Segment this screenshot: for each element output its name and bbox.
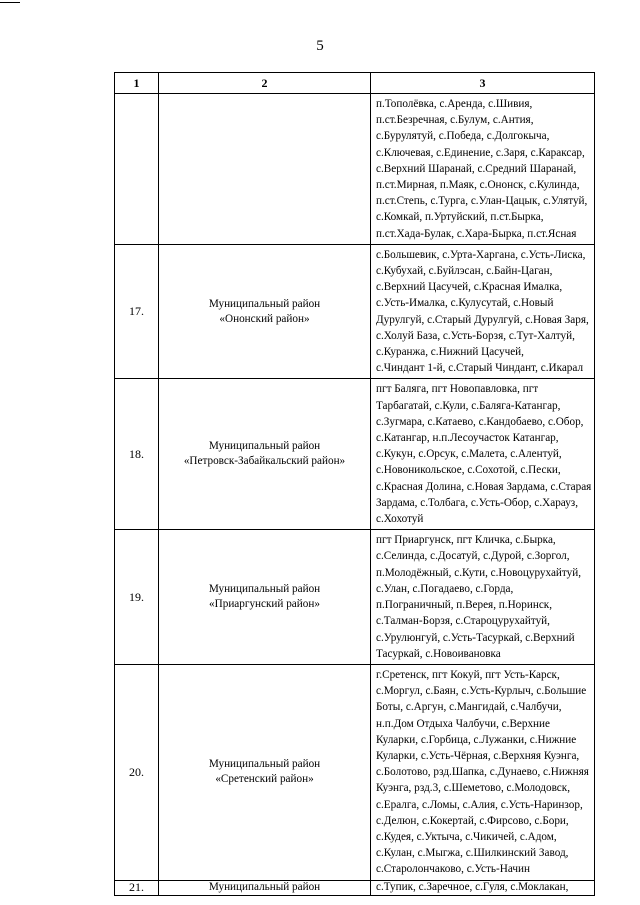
district-line: Муниципальный район [208, 583, 321, 596]
district-line: «Приаргунский район» [209, 598, 320, 611]
district-line: Муниципальный район [208, 880, 321, 893]
locality-line: Дурулгуй, с.Старый Дурулгуй, с.Новая Заря, [376, 313, 589, 326]
table-header-row [115, 73, 595, 94]
locality-line: с.Делюн, с.Кокертай, с.Фирсово, с.Бори, [376, 814, 569, 827]
district-line: «Петровск-Забайкальский район» [183, 455, 346, 468]
locality-line: с.Красная Долина, с.Новая Зардама, с.Старая [376, 480, 592, 493]
locality-line: с.Новоникольское, с.Сохотой, с.Пески, [376, 464, 561, 477]
locality-line: с.Селинда, с.Досатуй, с.Дурой, с.Зоргол, [376, 550, 570, 563]
locality-line: с.Тупик, с.Заречное, с.Гуля, с.Моклакан, [376, 880, 569, 893]
locality-line: н.п.Дом Отдыха Чалбучи, с.Верхние [376, 717, 550, 730]
localities-list [371, 880, 595, 895]
locality-line: п.Пограничный, п.Верея, п.Норинск, [376, 599, 553, 612]
district-line: Муниципальный район [208, 758, 321, 771]
localities-list [371, 664, 595, 880]
locality-line: п.ст.Безречная, с.Булум, с.Антия, [376, 114, 534, 127]
locality-line: с.Болотово, рзд.Шапка, с.Дунаево, с.Нижняя [376, 766, 589, 779]
localities-list [371, 379, 595, 530]
locality-line: с.Зугмара, с.Катаево, с.Кандобаево, с.Обор, [376, 415, 584, 428]
locality-line: Куэнга, рзд.3, с.Шеметово, с.Молодовск, [376, 782, 570, 795]
localities-list [371, 244, 595, 379]
table-row [115, 379, 595, 530]
table-row [115, 880, 595, 895]
locality-line: пгт Баляга, пгт Новопавловка, пгт [376, 383, 539, 396]
locality-line: с.Кулан, с.Мыгжа, с.Шилкинский Завод, [376, 847, 569, 860]
row-number: 21. [115, 880, 159, 895]
locality-line: с.Ералга, с.Ломы, с.Алия, с.Усть-Наринзор, [376, 798, 583, 811]
locality-line: Тасуркай, с.Новоивановка [376, 647, 501, 660]
locality-line: с.Верхний Цасучей, с.Красная Ималка, [376, 281, 563, 294]
locality-line: п.Молодёжный, с.Кути, с.Новоцурухайтуй, [376, 566, 582, 579]
locality-line: Куларки, с.Усть-Чёрная, с.Верхняя Куэнга, [376, 749, 580, 762]
row-number [115, 94, 159, 245]
header-col-localities: 3 [371, 73, 595, 94]
locality-line: с.Кубухай, с.Буйлэсан, с.Байн-Цаган, [376, 265, 553, 278]
district-line: «Ононский район» [219, 312, 310, 325]
locality-line: с.Моргул, с.Баян, с.Усть-Курлыч, с.Большие [376, 685, 587, 698]
locality-line: с.Старолончаково, с.Усть-Начин [376, 863, 530, 876]
district-line: Муниципальный район [208, 297, 321, 310]
locality-line: с.Бурулятуй, с.Победа, с.Долгокыча, [376, 130, 550, 143]
locality-line: с.Катангар, н.п.Лесоучасток Катангар, [376, 432, 559, 445]
table-row [115, 530, 595, 665]
locality-line: с.Комкай, п.Уртуйский, п.ст.Бырка, [376, 211, 544, 224]
locality-line: с.Верхний Шаранай, с.Средний Шаранай, [376, 162, 577, 175]
header-col-number: 1 [115, 73, 159, 94]
locality-line: с.Хохотуй [376, 513, 424, 526]
locality-line: с.Холуй База, с.Усть-Борзя, с.Тут-Халтуй, [376, 329, 575, 342]
district-name [159, 379, 371, 530]
district-name [159, 94, 371, 245]
district-name [159, 530, 371, 665]
locality-line: с.Куранжа, с.Нижний Цасучей, [376, 346, 524, 359]
localities-list [371, 530, 595, 665]
row-number: 20. [115, 664, 159, 880]
corner-mark [0, 2, 20, 3]
locality-line: Куларки, с.Горбица, с.Лужанки, с.Нижние [376, 733, 577, 746]
locality-line: г.Сретенск, пгт Кокуй, пгт Усть-Карск, [376, 668, 560, 681]
row-number: 17. [115, 244, 159, 379]
table-row [115, 244, 595, 379]
district-name [159, 664, 371, 880]
locality-line: п.ст.Мирная, п.Маяк, с.Ононск, с.Кулинда, [376, 179, 580, 192]
localities-list [371, 94, 595, 245]
locality-line: Боты, с.Аргун, с.Мангидай, с.Чалбучи, [376, 701, 562, 714]
row-number: 19. [115, 530, 159, 665]
locality-line: с.Усть-Ималка, с.Кулусутай, с.Новый [376, 297, 554, 310]
locality-line: Зардама, с.Толбага, с.Усть-Обор, с.Харауз, [376, 496, 579, 509]
header-col-district: 2 [159, 73, 371, 94]
district-name [159, 244, 371, 379]
locality-line: с.Талман-Борзя, с.Староцурухайтуй, [376, 615, 550, 628]
table-row [115, 664, 595, 880]
locality-line: с.Урулюнгуй, с.Усть-Тасуркай, с.Верхний [376, 631, 575, 644]
locality-line: Тарбагатай, с.Кули, с.Баляга-Катангар, [376, 399, 561, 412]
row-number: 18. [115, 379, 159, 530]
page-number: 5 [316, 38, 324, 54]
locality-line: п.ст.Хада-Булак, с.Хара-Бырка, п.ст.Ясная [376, 227, 577, 240]
district-line: Муниципальный район [208, 440, 321, 453]
locality-line: пгт Приаргунск, пгт Кличка, с.Бырка, [376, 534, 556, 547]
locality-line: с.Кудея, с.Уктыча, с.Чикичей, с.Адом, [376, 830, 557, 843]
locality-line: с.Улан, с.Погадаево, с.Горда, [376, 582, 514, 595]
table-row [115, 94, 595, 245]
locality-line: с.Кукун, с.Орсук, с.Малета, с.Алентуй, [376, 448, 562, 461]
locality-line: п.Тополёвка, с.Аренда, с.Шивия, [376, 98, 533, 110]
district-name [159, 880, 371, 895]
locality-line: с.Большевик, с.Урта-Харгана, с.Усть-Лиска, [376, 248, 586, 261]
district-line: «Сретенский район» [215, 773, 314, 786]
locality-line: с.Ключевая, с.Единение, с.Заря, с.Караксар, [376, 146, 585, 159]
districts-table [114, 72, 595, 896]
locality-line: п.ст.Степь, с.Турга, с.Улан-Цацык, с.Улятуй, [376, 195, 588, 208]
locality-line: с.Чиндант 1-й, с.Старый Чиндант, с.Икарал [376, 362, 584, 375]
